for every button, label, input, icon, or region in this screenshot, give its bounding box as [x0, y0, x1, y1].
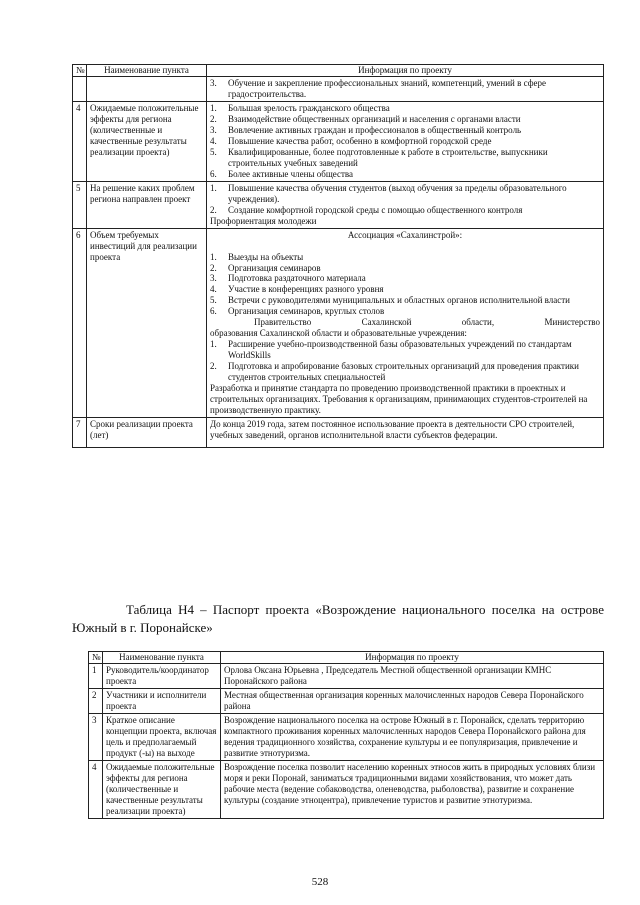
table-row — [89, 713, 604, 760]
list-item: 1. Выезды на объекты — [210, 251, 304, 262]
header-number: № — [73, 65, 87, 77]
row-number: 1 — [89, 663, 103, 688]
row-item-name: Сроки реализации проекта (лет) — [87, 418, 207, 448]
info-list — [210, 339, 600, 383]
list-item: 1. Повышение качества обучения студентов (выход обучения за пределы образовательного учреждения). — [210, 182, 567, 204]
list-item: 1. Большая зрелость гражданского общества — [210, 102, 390, 113]
table-row — [89, 663, 604, 688]
list-item: 4. Участие в конференциях разного уровня — [210, 284, 384, 295]
table-row — [73, 418, 604, 448]
table-row — [73, 76, 604, 101]
project-info-table — [72, 64, 604, 448]
info-list — [210, 103, 600, 180]
header-project-info: Информация по проекту — [221, 652, 604, 664]
row-item-name: Руководитель/координатор проекта — [103, 663, 221, 688]
org-heading: Правительство Сахалинской области, Министерство — [254, 317, 600, 328]
row-info-tail: Разработка и принятие стандарта по проведению производственной практики в проектных и строительных организациях. Требования к организациям, принимающих студентов-строителей на производственную практику. — [210, 383, 588, 416]
table-row — [73, 228, 604, 418]
row-item-name: Ожидаемые положительные эффекты для региона (количественные и качественные результаты реализации проекта) — [87, 101, 207, 181]
header-number: № — [89, 652, 103, 664]
row-item-name — [87, 76, 207, 101]
list-item: 2. Подготовка и апробирование базовых строительных организаций для проведения практики студентов строительных специальностей — [210, 361, 579, 383]
row-item-name: На решение каких проблем региона направлен проект — [87, 181, 207, 228]
table-header-row — [73, 65, 604, 77]
row-info: Орлова Оксана Юрьевна , Председатель Местной общественной организации КМНС Поронайского района — [221, 663, 604, 688]
row-item-name: Ожидаемые положительные эффекты для региона (количественные и качественные результаты реализации проекта) — [103, 760, 221, 818]
row-item-name: Краткое описание концепции проекта, включая цель и предполагаемый продукт (-ы) на выходе — [103, 713, 221, 760]
org-heading-cont: образования Сахалинской области и образовательные учреждения: — [210, 328, 467, 339]
row-info — [207, 181, 604, 228]
list-item: 6. Организация семинаров, круглых столов — [210, 306, 385, 317]
header-item-name: Наименование пункта — [87, 65, 207, 77]
list-item: 4. Повышение качества работ, особенно в комфортной городской среде — [210, 135, 492, 146]
list-item: 5. Квалифицированные, более подготовленные к работе в строительстве, выпускники строительных учебных заведений — [210, 146, 548, 168]
org-heading: Ассоциация «Сахалинстрой»: — [347, 229, 463, 240]
row-number: 2 — [89, 688, 103, 713]
list-item: 3. Подготовка раздаточного материала — [210, 273, 366, 284]
header-project-info: Информация по проекту — [207, 65, 604, 77]
table-header-row — [89, 652, 604, 664]
row-info — [207, 76, 604, 101]
row-number: 4 — [73, 101, 87, 181]
row-info: До конца 2019 года, затем постоянное использование проекта в деятельности СРО строителей, учебных заведений, органов исполнительной власти субъектов федерации. — [207, 418, 604, 448]
table-row — [89, 760, 604, 818]
table-row — [73, 181, 604, 228]
list-item: 5. Встречи с руководителями муниципальных и областных органов исполнительной власти — [210, 295, 570, 306]
info-list — [210, 78, 600, 100]
header-item-name: Наименование пункта — [103, 652, 221, 664]
row-number: 7 — [73, 418, 87, 448]
row-number: 6 — [73, 228, 87, 418]
list-item: 6. Более активные члены общества — [210, 168, 354, 179]
table-caption: Таблица Н4 – Паспорт проекта «Возрождение национального поселка на острове Южный в г. Поронайске» — [72, 602, 604, 635]
row-info — [207, 101, 604, 181]
row-number: 4 — [89, 760, 103, 818]
row-info: Возрождение поселка позволит населению коренных этносов жить в природных условиях близи моря и реки Поронай, заниматься традиционными видами хозяйствования, что может дать рабочие места (ведение собаководства, оленеводства, рыболовства), развитие и сохранение культуры (создание этноцентра), привлечение туристов и развитие этнотуризма. — [221, 760, 604, 818]
info-list — [210, 183, 600, 216]
list-item: 2. Взаимодействие общественных организаций и населения с органами власти — [210, 113, 521, 124]
list-item: 1. Расширение учебно-производственной базы образовательных учреждений по стандартам WorldSkills — [210, 339, 572, 361]
row-number: 5 — [73, 181, 87, 228]
list-item: 3. Обучение и закрепление профессиональных знаний, компетенций, умений в сфере градостроительства. — [210, 77, 547, 99]
project-passport-table — [88, 651, 604, 819]
page-number: 528 — [311, 876, 329, 888]
info-list — [210, 252, 600, 318]
row-info-tail: Профориентация молодежи — [210, 215, 317, 226]
row-number: 3 — [89, 713, 103, 760]
row-item-name: Объем требуемых инвестиций для реализации проекта — [87, 228, 207, 418]
list-item: 3. Вовлечение активных граждан и профессионалов в общественный контроль — [210, 124, 522, 135]
row-number — [73, 76, 87, 101]
row-item-name: Участники и исполнители проекта — [103, 688, 221, 713]
list-item: 2. Организация семинаров — [210, 262, 321, 273]
row-info: Местная общественная организация коренных малочисленных народов Севера Поронайского района — [221, 688, 604, 713]
table-row — [73, 101, 604, 181]
row-info: Возрождение национального поселка на острове Южный в г. Поронайск, сделать территорию компактного проживания коренных малочисленных народов Севера Поронайского района для ведения традиционного хозяйства, сохранение культуры и ее популяризация, привлечение и развитие этнотуризма. — [221, 713, 604, 760]
row-info — [207, 228, 604, 418]
table-row — [89, 688, 604, 713]
list-item: 2. Создание комфортной городской среды с помощью общественного контроля — [210, 204, 523, 215]
